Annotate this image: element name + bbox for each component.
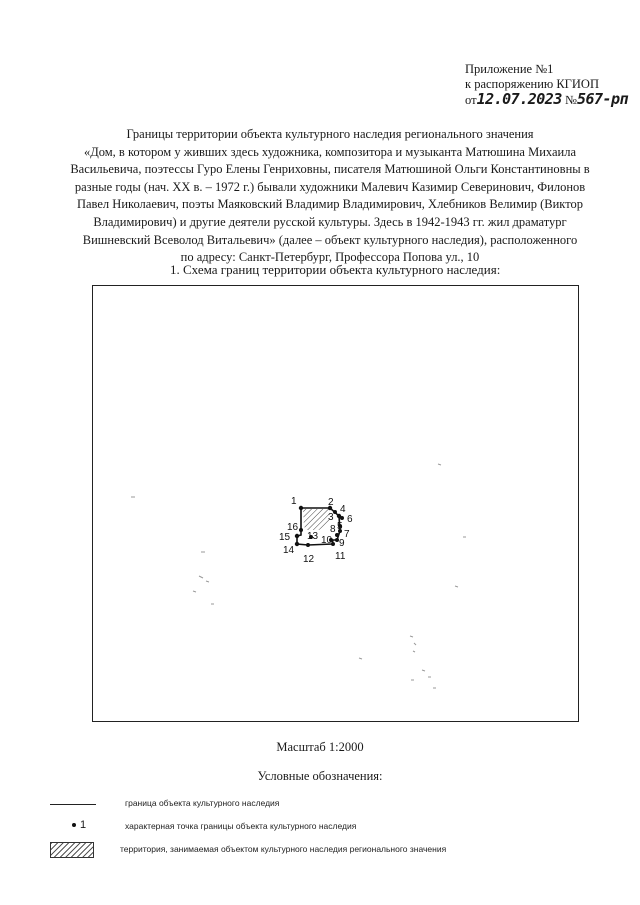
point-label-15: 15 [279, 532, 291, 543]
point-label-16: 16 [287, 522, 299, 533]
section-heading: 1. Схема границ территории объекта культурного наследия: [170, 262, 501, 277]
boundary-line-symbol [50, 804, 96, 805]
point-dot-icon [72, 823, 76, 827]
number-prefix: № [565, 93, 577, 107]
decree-number: 567-рп [576, 90, 629, 108]
title-line: Павел Николаевич, поэты Маяковский Владимир Владимирович, Хлебников Велимир (Виктор [76, 197, 583, 212]
decree-date: 12.07.2023 [476, 90, 562, 108]
legend-item-territory [0, 842, 640, 862]
point-label-3: 3 [328, 512, 334, 523]
background-marks [131, 464, 466, 688]
legend-point-text: характерная точка границы объекта культурного наследия [125, 821, 357, 831]
boundary-scheme-map [92, 285, 579, 722]
document-title [50, 126, 610, 267]
point-label-11: 11 [335, 551, 346, 562]
legend-territory-text: территория, занимаемая объектом культурного наследия регионального значения [120, 844, 447, 854]
legend-title: Условные обозначения: [257, 769, 383, 783]
appendix-title: Приложение №1 [465, 62, 554, 76]
legend-item-boundary [0, 798, 640, 818]
title-line: Границы территории объекта культурного наследия регионального значения [126, 127, 534, 141]
point-label-1: 1 [291, 496, 297, 507]
map-canvas [93, 286, 580, 723]
title-line: Вишневский Всеволод Витальевич» (далее – объект культурного наследия), расположенного [82, 232, 578, 247]
title-line: Владимирович) и другие деятели русской культуры. Здесь в 1942-1943 гг. жил драматург [93, 214, 567, 229]
hatched-territory-symbol [50, 842, 94, 858]
point-label-10: 10 [321, 535, 333, 546]
point-symbol-label: 1 [80, 819, 87, 831]
appendix-subtitle: к распоряжению КГИОП [465, 77, 599, 91]
legend-item-point [0, 819, 640, 839]
heritage-territory [303, 509, 330, 530]
point-label-4: 4 [340, 504, 346, 515]
appendix-date-line [465, 92, 628, 108]
map-scale: Масштаб 1:2000 [276, 740, 364, 754]
appendix-header [465, 62, 628, 108]
point-label-7: 7 [344, 529, 350, 540]
title-line: «Дом, в котором у живших здесь художника, композитора и музыканта Матюшина Михаила [83, 144, 577, 159]
point-label-8: 8 [330, 524, 336, 535]
point-label-5: 5 [337, 521, 343, 532]
point-label-14: 14 [283, 545, 295, 556]
point-label-6: 6 [347, 514, 353, 525]
date-prefix: от [465, 93, 477, 107]
point-label-2: 2 [328, 497, 334, 508]
title-line: по адресу: Санкт-Петербург, Профессора Попова ул., 10 [180, 250, 480, 265]
title-line: разные годы (нач. XX в. – 1972 г.) бывали художники Малевич Казимир Северинович, Филонов [74, 179, 586, 194]
point-symbol [72, 819, 86, 831]
title-line: Васильевича, поэтессы Гуро Елены Генриховны, писателя Матюшиной Ольги Константиновны в [70, 162, 590, 177]
point-label-13: 13 [307, 531, 319, 542]
legend-boundary-text: граница объекта культурного наследия [125, 798, 280, 808]
point-label-9: 9 [339, 538, 345, 549]
point-label-12: 12 [303, 554, 315, 565]
